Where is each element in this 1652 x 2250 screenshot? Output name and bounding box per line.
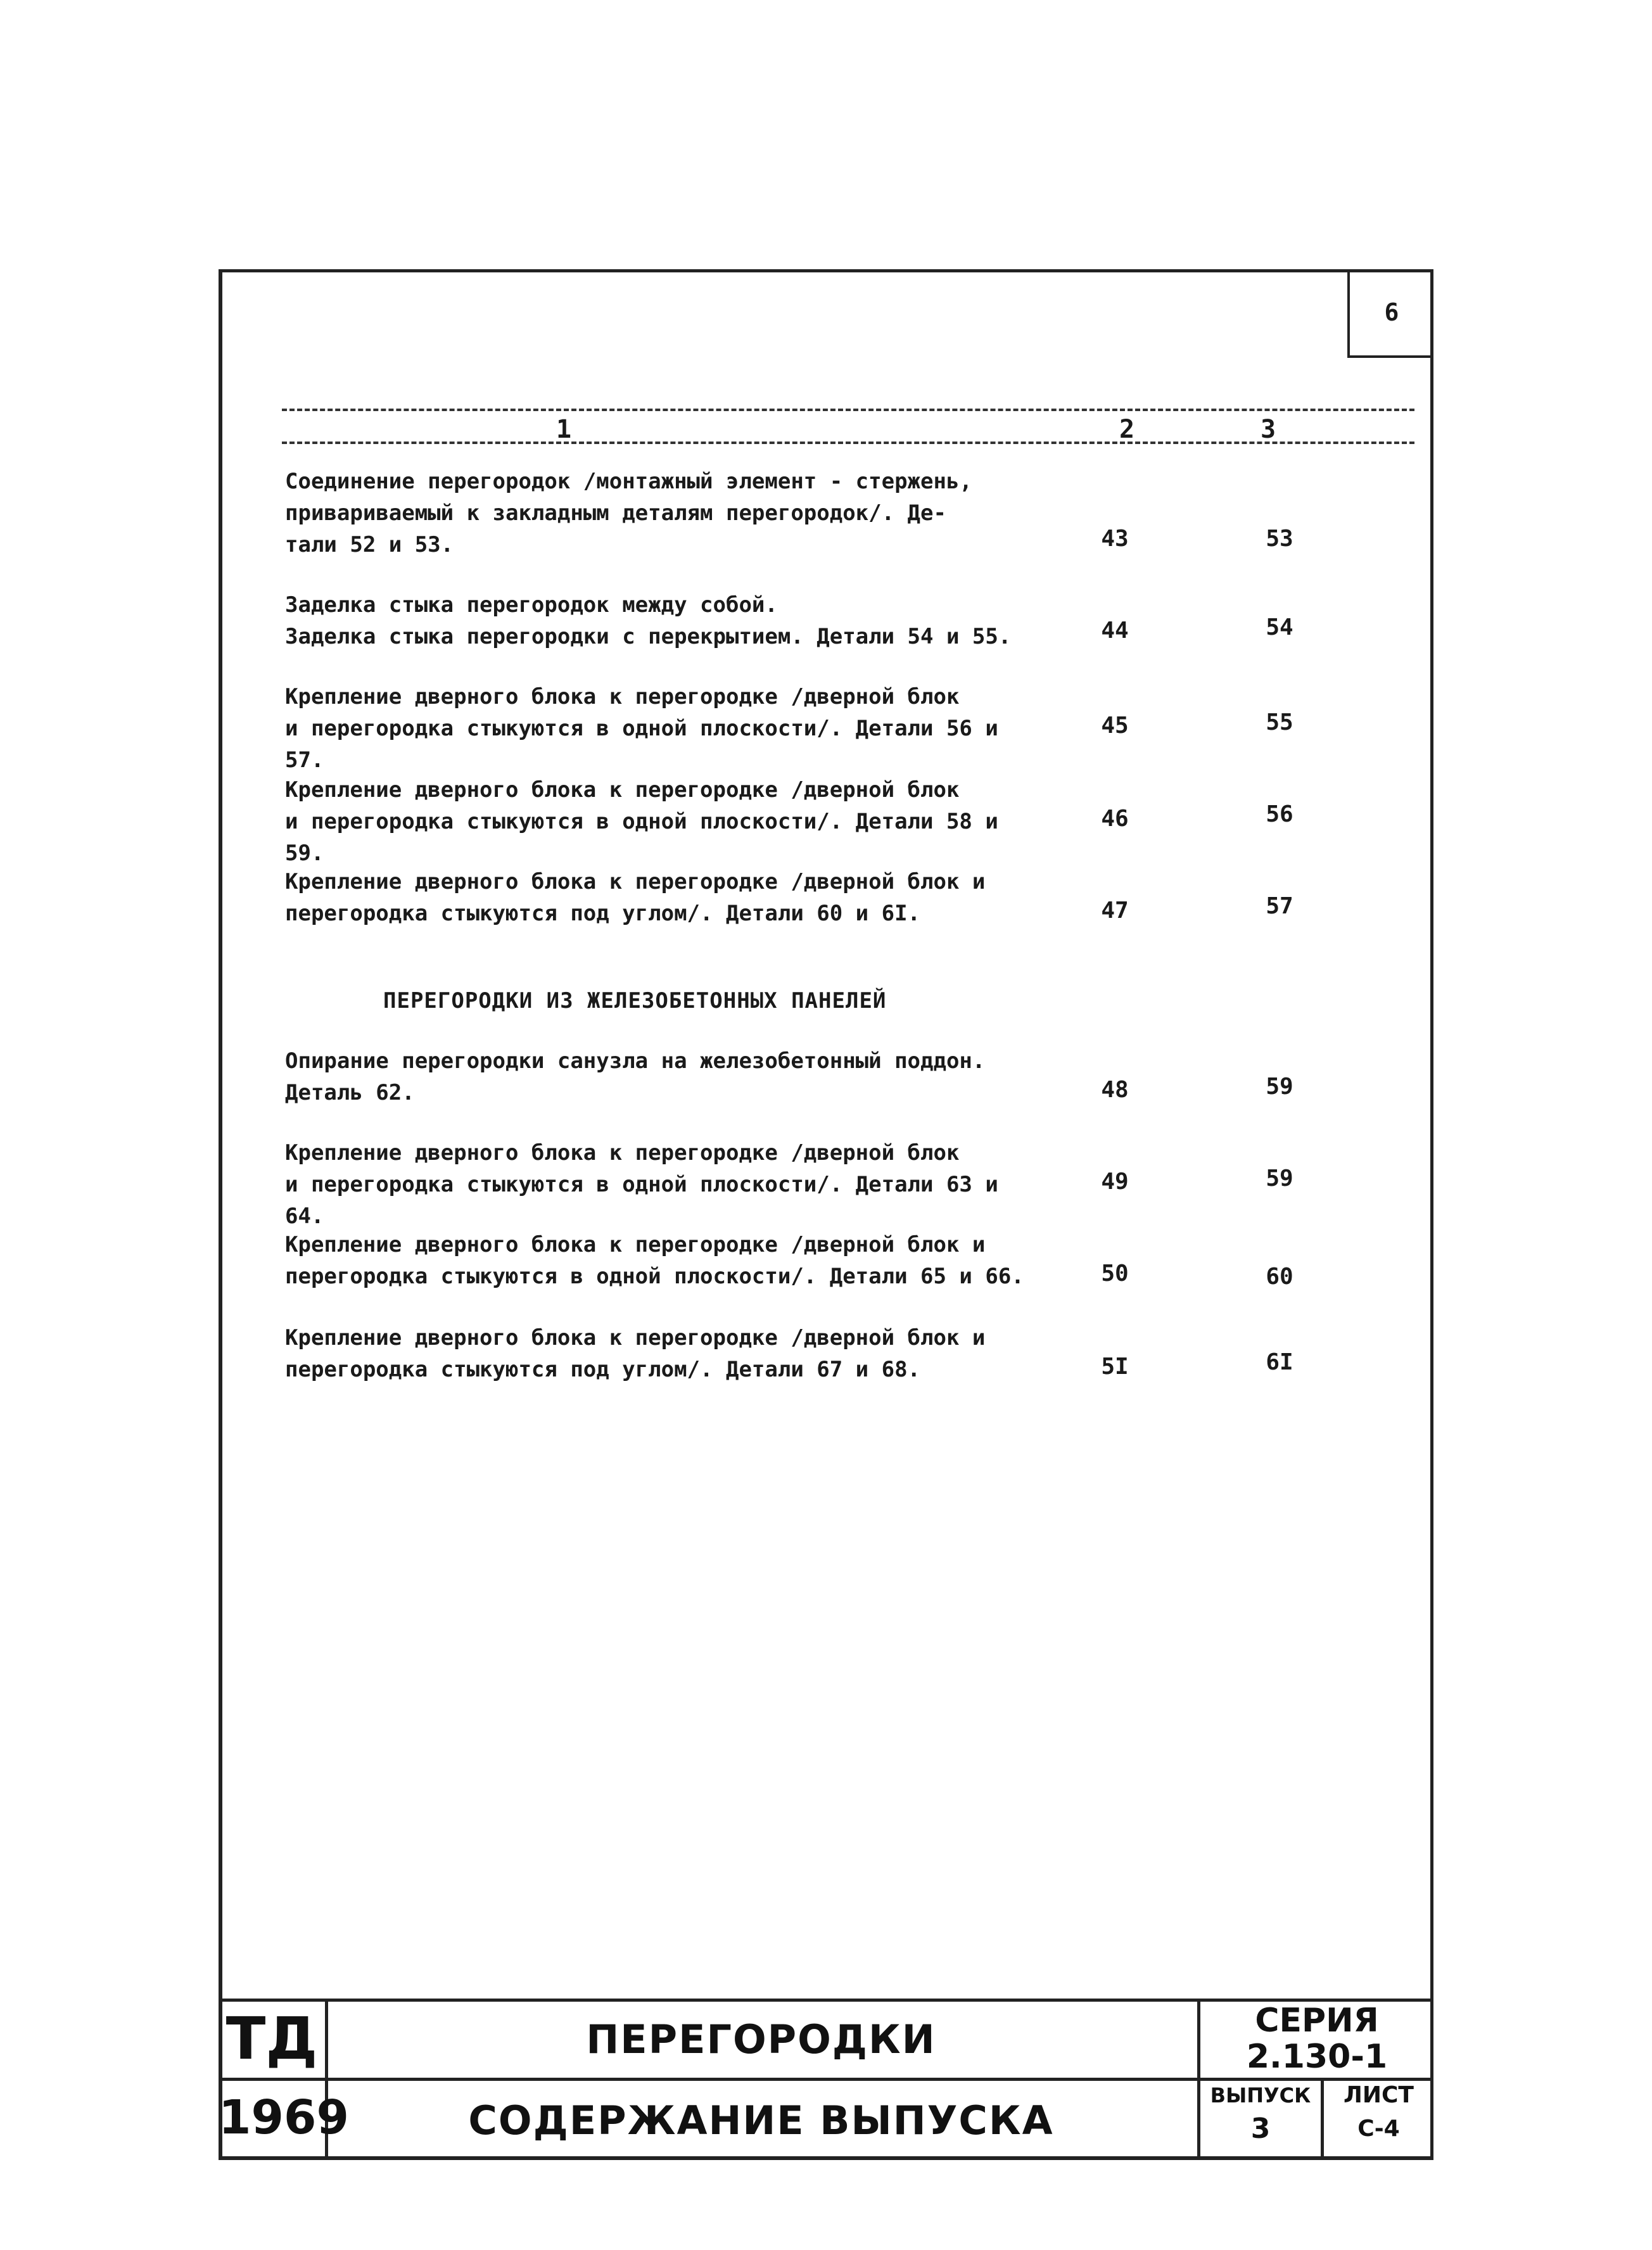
- entry-text: Соединение перегородок /монтажный элемент - стержень, приваривaемый к закладным деталям перегородок/. Де- тали 52 и 53.: [285, 469, 972, 557]
- column-header-3: 3: [1261, 415, 1276, 444]
- entry-col3: 60: [1266, 1264, 1293, 1290]
- sheet-value: С-4: [1357, 2116, 1400, 2142]
- page-number: 6: [1347, 269, 1433, 358]
- entry-col2: 5I: [1101, 1354, 1129, 1380]
- series-value: 2.130-1: [1246, 2038, 1388, 2076]
- entry-col2: 44: [1101, 618, 1129, 644]
- entry-col3: 57: [1266, 893, 1293, 919]
- entry-col2: 49: [1101, 1169, 1129, 1195]
- subtitle: СОДЕРЖАНИЕ ВЫПУСКА: [468, 2097, 1054, 2144]
- entry-text: Крепление дверного блока к перегородке /дверной блок и перегородка стыкуются в одной плоскости/. Детали 58 и 59.: [285, 777, 998, 866]
- entry-col3: 55: [1266, 709, 1293, 735]
- issue-value: 3: [1250, 2113, 1271, 2145]
- column-header-1: 1: [556, 415, 572, 444]
- designation-code: ТД: [226, 2005, 318, 2073]
- sheet-label: ЛИСТ: [1343, 2082, 1414, 2108]
- entry-col3: 54: [1266, 614, 1293, 640]
- year: 1969: [219, 2090, 349, 2145]
- entry-col2: 43: [1101, 526, 1129, 552]
- issue-label: ВЫПУСК: [1210, 2083, 1311, 2107]
- section-heading: ПЕРЕГОРОДКИ ИЗ ЖЕЛЕЗОБЕТОННЫХ ПАНЕЛЕЙ: [383, 988, 887, 1014]
- entry-col2: 50: [1101, 1261, 1129, 1287]
- entry-col3: 6I: [1266, 1349, 1293, 1375]
- entry-text: Крепление дверного блока к перегородке /дверной блок и перегородка стыкуются в одной плоскости/. Детали 65 и 66.: [285, 1232, 1024, 1289]
- entry-text: Крепление дверного блока к перегородке /дверной блок и перегородка стыкуются под углом/. Детали 67 и 68.: [285, 1325, 986, 1382]
- title-block: [219, 1999, 1433, 2160]
- entry-col3: 59: [1266, 1166, 1293, 1192]
- entry-col2: 47: [1101, 898, 1129, 924]
- entry-col3: 56: [1266, 801, 1293, 827]
- entry-col2: 45: [1101, 713, 1129, 739]
- header-rule-bottom: [282, 442, 1414, 444]
- header-rule-top: [282, 409, 1414, 411]
- column-header-2: 2: [1119, 415, 1135, 444]
- entry-col3: 59: [1266, 1074, 1293, 1100]
- entry-col2: 46: [1101, 806, 1129, 832]
- entry-text: Опирание перегородки санузла на железобетонный поддон. Деталь 62.: [285, 1048, 986, 1105]
- title: ПЕРЕГОРОДКИ: [586, 2016, 936, 2062]
- entry-col3: 53: [1266, 526, 1293, 552]
- entry-text: Крепление дверного блока к перегородке /дверной блок и перегородка стыкуются под углом/. Детали 60 и 6I.: [285, 869, 986, 926]
- series-label: СЕРИЯ: [1255, 2002, 1379, 2040]
- entry-col2: 48: [1101, 1077, 1129, 1103]
- entry-text: Заделка стыка перегородок между собой. Заделка стыка перегородки с перекрытием. Детали 54 и 55.: [285, 592, 1012, 649]
- entry-text: Крепление дверного блока к перегородке /дверной блок и перегородка стыкуются в одной плоскости/. Детали 63 и 64.: [285, 1140, 998, 1229]
- entry-text: Крепление дверного блока к перегородке /дверной блок и перегородка стыкуются в одной плоскости/. Детали 56 и 57.: [285, 684, 998, 773]
